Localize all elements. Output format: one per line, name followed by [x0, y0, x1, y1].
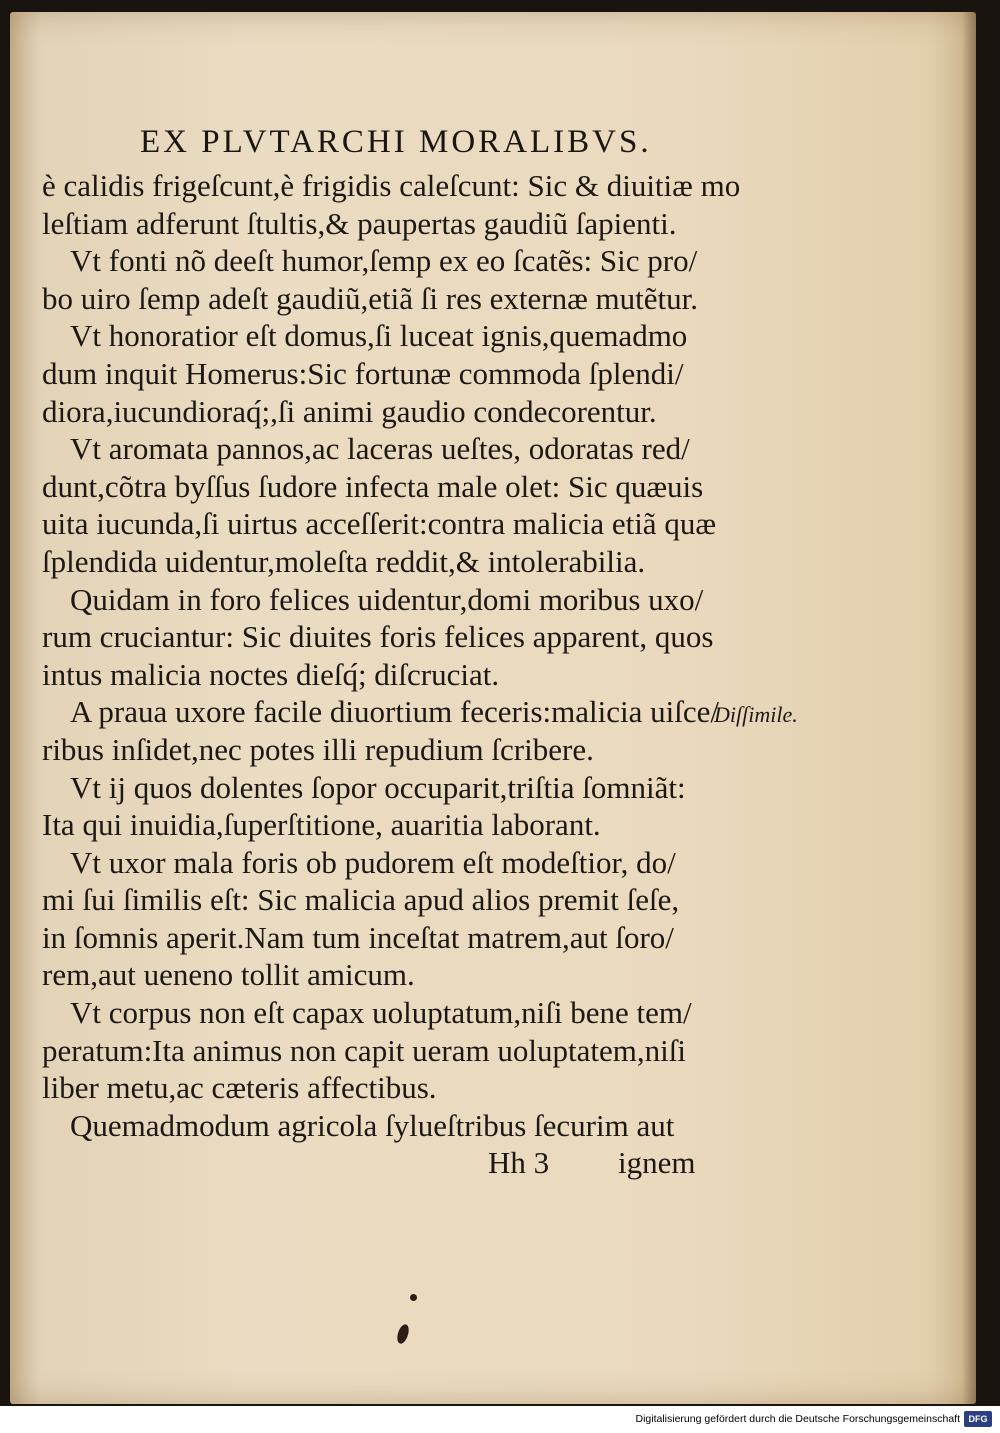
dfg-logo: DFG [964, 1411, 992, 1427]
text-line: A praua uxore facile diuortium feceris:malicia uiſce/ [70, 694, 720, 730]
marginal-note: Diſſimile. [714, 702, 798, 727]
text-line: Quemadmodum agricola ſylueſtribus ſecurim aut [70, 1107, 675, 1143]
text-line: liber metu,ac cæteris affectibus. [42, 1070, 437, 1106]
footer-bar [0, 1406, 1000, 1433]
text-line: Vt uxor mala foris ob pudorem eſt modeſtior, do/ [70, 844, 676, 880]
text-line: Vt corpus non eſt capax uoluptatum,niſi bene tem/ [70, 995, 692, 1031]
text-line: peratum:Ita animus non capit ueram uoluptatem,niſi [42, 1032, 686, 1068]
footer-credit: Digitalisierung gefördert durch die Deutsche Forschungsgemeinschaft [635, 1413, 960, 1425]
text-line: Vt ij quos dolentes ſopor occuparit,triſtia ſomniãt: [70, 769, 686, 805]
text-line: diora,iucundioraq́;,ſi animi gaudio condecorentur. [42, 393, 657, 429]
catchword: ignem [618, 1145, 696, 1180]
signature-mark: Hh 3 [488, 1145, 550, 1180]
text-line: uita iucunda,ſi uirtus acceſſerit:contra malicia etiã quæ [42, 506, 716, 542]
text-line: Vt fonti nõ deeſt humor,ſemp ex eo ſcatẽs: Sic pro/ [70, 243, 698, 279]
text-line: Quidam in foro felices uidentur,domi moribus uxo/ [70, 581, 704, 617]
text-line: ribus inſidet,nec potes illi repudium ſcribere. [42, 731, 594, 767]
text-line: ſplendida uidentur,moleſta reddit,& intolerabilia. [42, 543, 646, 579]
text-line: leſtiam adferunt ſtultis,& paupertas gaudiũ ſapienti. [42, 205, 677, 241]
text-line: in ſomnis aperit.Nam tum inceſtat matrem,aut ſoro/ [42, 919, 674, 955]
text-line: è calidis frigeſcunt,è frigidis caleſcunt: Sic & diuitiæ mo [42, 168, 741, 203]
text-line: Vt honoratior eſt domus,ſi luceat ignis,quemadmo [70, 318, 688, 354]
ink-blot [395, 1323, 411, 1345]
text-line: Vt aromata pannos,ac laceras ueſtes, odoratas red/ [70, 431, 690, 467]
text-line: rem,aut ueneno tollit amicum. [42, 957, 415, 993]
text-line: bo uiro ſemp adeſt gaudiũ,etiã ſi res externæ mutẽtur. [42, 280, 698, 316]
ink-spot [410, 1294, 417, 1301]
text-line: mi ſui ſimilis eſt: Sic malicia apud alios premit ſeſe, [42, 882, 680, 918]
running-head: EX PLVTARCHI MORALIBVS. [140, 124, 652, 160]
text-line: dum inquit Homerus:Sic fortunæ commoda ſplendi/ [42, 355, 684, 391]
text-line: intus malicia noctes dieſq́; diſcruciat. [42, 656, 500, 692]
text-line: dunt,cõtra byſſus ſudore infecta male olet: Sic quæuis [42, 468, 704, 504]
body-text [42, 167, 741, 1144]
book-page [10, 12, 976, 1404]
text-line: Ita qui inuidia,ſuperſtitione, auaritia laborant. [42, 807, 601, 843]
text-line: rum cruciantur: Sic diuites foris felices apparent, quos [42, 619, 714, 655]
